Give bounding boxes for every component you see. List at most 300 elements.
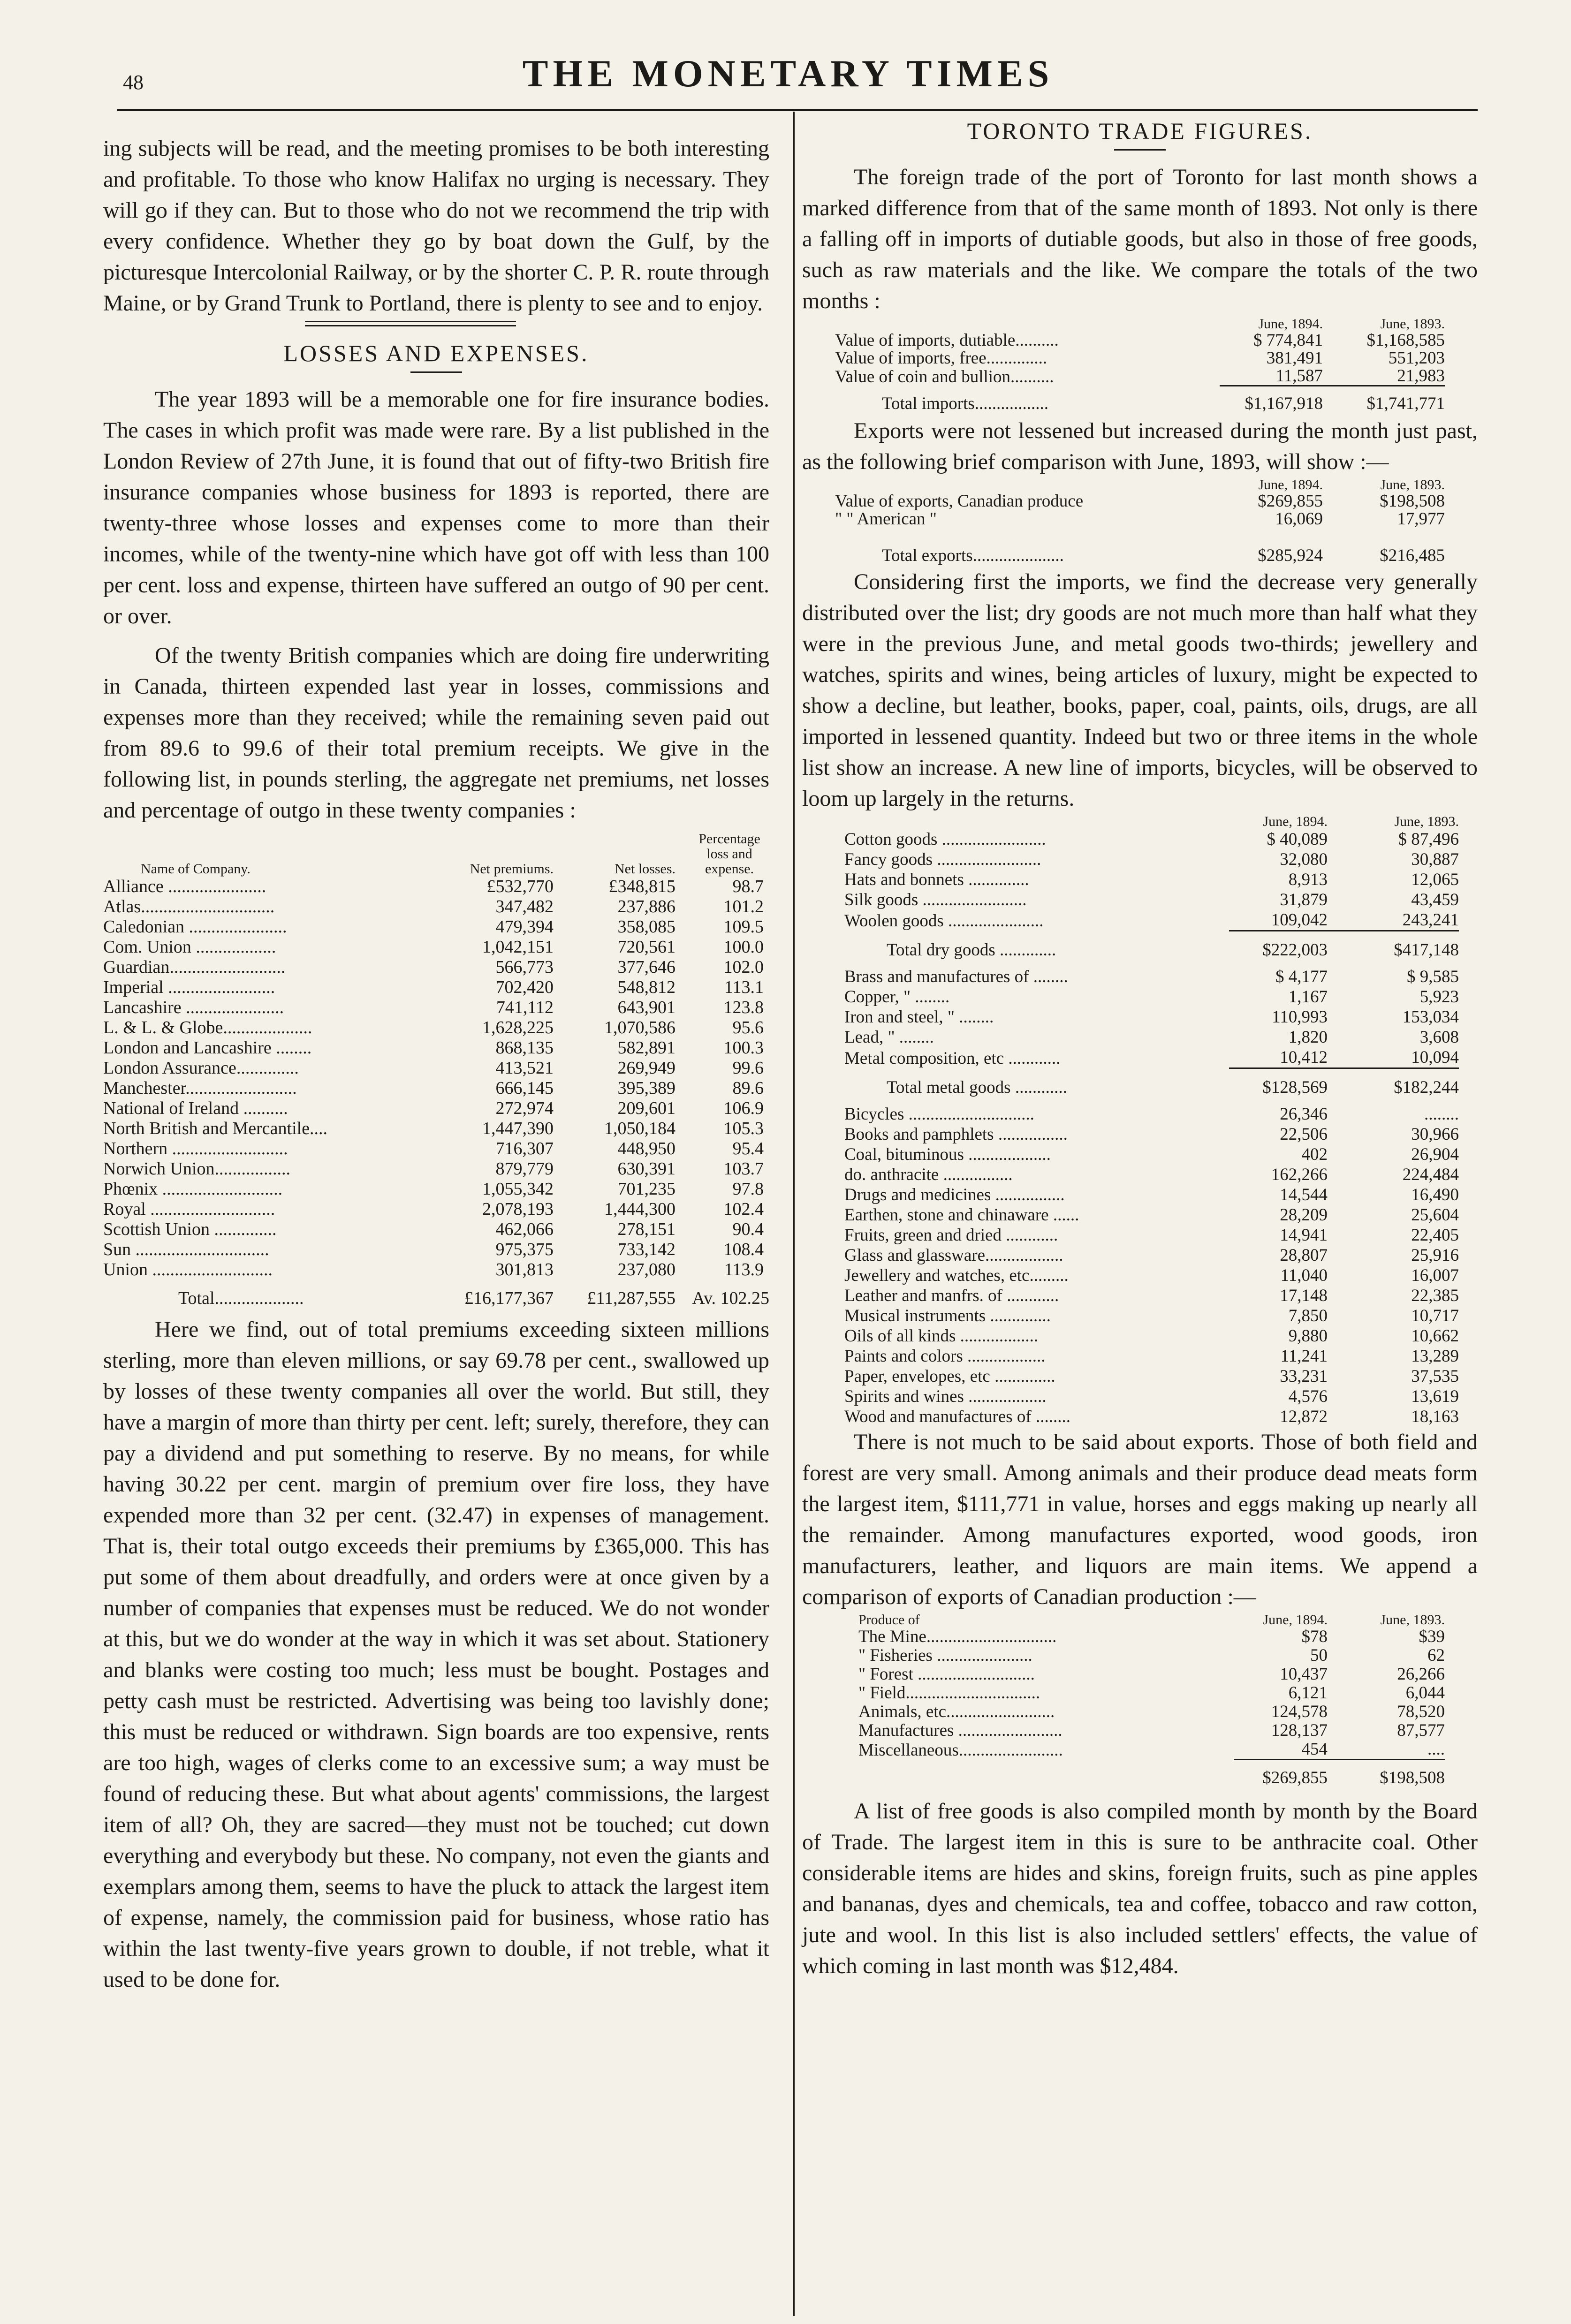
company-row [103, 1219, 769, 1240]
company-row [103, 1159, 769, 1179]
company-row-pct: 95.4 [732, 1139, 764, 1158]
company-row-premiums: 666,145 [495, 1078, 554, 1098]
other-goods-row-a: 22,506 [1280, 1125, 1328, 1144]
trade-paragraph-3: Considering first the imports, we find the decrease very generally distributed over the list; dry goods are not much more than half what they were in the previous June, and metal goods two-thirds; jewellery and watches, spirits and wines, being articles of luxury, might be expected to show a decline, but leather, books, paper, coal, paints, oils, drugs, are all imported in lessened quantity. Indeed but two or three items in the whole list show an increase. A new line of imports, bicycles, will be observed to loom up largely in the returns. [802, 569, 1478, 811]
net-losses-header: Net losses. [615, 861, 675, 877]
other-goods-row-a: 33,231 [1280, 1367, 1328, 1386]
company-row-losses: 701,235 [617, 1179, 675, 1199]
produce-row [858, 1646, 1445, 1665]
other-goods-row-a: 14,544 [1280, 1185, 1328, 1204]
trade-paragraph-4: There is not much to be said about exports. Those of both field and forest are very small. Among animals and their produce dead meats form the largest item, $111,771 in value, horses and eggs making up nearly all the remainder. Among manufactures exported, wood goods, iron manufacturers, leather, and liquors are main items. We append a comparison of exports of Canadian production :— [802, 1430, 1478, 1609]
company-row-name: Alliance ...................... [103, 877, 266, 896]
other-goods-row-b: 26,904 [1411, 1145, 1459, 1164]
imports-row-b: 551,203 [1388, 348, 1445, 368]
company-row [103, 1018, 769, 1038]
company-row-pct: 98.7 [732, 877, 764, 896]
produce-row-label: Animals, etc......................... [858, 1702, 1055, 1721]
company-row [103, 1078, 769, 1098]
other-goods-row-b: 13,289 [1411, 1347, 1459, 1366]
dry-goods-row [844, 829, 1459, 849]
trade-paragraph-2: Exports were not lessened but increased during the month just past, as the following brief comparison with June, 1893, will show :— [802, 418, 1478, 474]
produce-row-b: .... [1427, 1740, 1445, 1759]
exports-table [835, 477, 1445, 565]
other-goods-row-label: Oils of all kinds .................. [844, 1326, 1039, 1346]
exports-total-1894: $285,924 [1258, 546, 1323, 565]
other-goods-row-b: ........ [1424, 1105, 1459, 1124]
company-row-pct: 89.6 [732, 1078, 764, 1098]
goods-col-1893: June, 1893. [1394, 814, 1459, 829]
company-row-losses: 395,389 [617, 1078, 675, 1098]
other-goods-row-label: Drugs and medicines ................ [844, 1185, 1065, 1204]
company-row-name: L. & L. & Globe.................... [103, 1018, 312, 1037]
company-row-premiums: £532,770 [486, 877, 554, 896]
produce-total-1894: $269,855 [1234, 1760, 1328, 1788]
company-row-name: Caledonian ...................... [103, 917, 287, 937]
metal-goods-row-label: Copper, " ........ [844, 987, 950, 1007]
other-goods-row-label: Leather and manfrs. of ............ [844, 1286, 1059, 1305]
company-row-premiums: 1,042,151 [482, 937, 554, 957]
dry-goods-row [844, 890, 1459, 910]
company-row-name: National of Ireland .......... [103, 1098, 288, 1118]
company-row-name: Lancashire ...................... [103, 998, 284, 1017]
other-goods-row-b: 25,604 [1411, 1205, 1459, 1225]
company-row-name: Scottish Union .............. [103, 1219, 277, 1239]
company-row-premiums: 716,307 [495, 1139, 554, 1158]
other-goods-row-b: 22,385 [1411, 1286, 1459, 1305]
metal-goods-row-label: Brass and manufactures of ........ [844, 967, 1068, 986]
intro-paragraph: ing subjects will be read, and the meeting promises to be both interesting and profitable. To those who know Halifax no urging is necessary. They will go if they can. But to those who do not we recommend the trip with every confidence. Whether they go by boat down the Gulf, by the picturesque Intercolonial Railway, or by the shorter C. P. R. route through Maine, or by Grand Trunk to Portland, there is plenty to see and to enjoy. [103, 136, 769, 316]
other-goods-row-a: 11,040 [1280, 1266, 1328, 1285]
company-row-name: Guardian.......................... [103, 957, 286, 977]
company-row-name: Com. Union .................. [103, 937, 276, 957]
imports-col-1893: June, 1893. [1380, 316, 1445, 332]
company-row [103, 937, 769, 957]
company-row-pct: 102.4 [723, 1199, 764, 1219]
company-row-premiums: 566,773 [495, 957, 554, 977]
exports-row-label: " " American " [835, 509, 937, 529]
produce-row-a: 124,578 [1271, 1702, 1328, 1721]
company-row-pct: 108.4 [723, 1240, 764, 1259]
other-goods-row-a: 9,880 [1288, 1326, 1328, 1346]
other-goods-row [844, 1124, 1459, 1144]
company-row-premiums: 1,628,225 [482, 1018, 554, 1037]
exports-total-label: Total exports..................... [882, 546, 1064, 565]
metal-goods-row-a: 10,412 [1280, 1048, 1328, 1067]
other-goods-row-a: 162,266 [1271, 1165, 1328, 1184]
metal-goods-row-b: 153,034 [1402, 1007, 1459, 1027]
page-number: 48 [123, 71, 144, 94]
produce-row-a: 454 [1301, 1740, 1328, 1759]
metal-goods-row-a: 1,167 [1288, 987, 1328, 1007]
heading-rule [410, 371, 462, 373]
toronto-heading-rule [1114, 149, 1166, 151]
exports-row-a: 16,069 [1275, 509, 1323, 529]
other-goods-row [844, 1407, 1459, 1427]
dry-goods-row-b: 12,065 [1411, 870, 1459, 889]
company-row-name: Union ........................... [103, 1260, 273, 1279]
company-row-premiums: 301,813 [495, 1260, 554, 1279]
company-row [103, 1260, 769, 1280]
produce-total-1893: $198,508 [1328, 1760, 1445, 1788]
imports-row-label: Value of imports, free.............. [835, 348, 1047, 368]
losses-paragraph-2: Of the twenty British companies which are doing fire underwriting in Canada, thirteen expended last year in losses, commissions and expenses more than they received; while the remaining seven paid out from 89.6 to 99.6 of their total premium receipts. We give in the following list, in pounds sterling, the aggregate net premiums, net losses and percentage of outgo in these twenty companies : [103, 643, 769, 823]
produce-row [858, 1703, 1445, 1721]
produce-row-b: 87,577 [1397, 1721, 1445, 1740]
metal-goods-row-b: $ 9,585 [1407, 967, 1459, 986]
company-row-name: Atlas.............................. [103, 897, 275, 916]
exports-total-1893: $216,485 [1380, 546, 1445, 565]
metal-goods-row-b: 10,094 [1411, 1048, 1459, 1067]
imports-total-label: Total imports................. [882, 394, 1049, 413]
other-goods-row-label: Glass and glassware.................. [844, 1246, 1063, 1265]
company-row-pct: 103.7 [723, 1159, 764, 1179]
other-goods-row-b: 224,484 [1402, 1165, 1459, 1184]
company-row-pct: 109.5 [723, 917, 764, 937]
trade-paragraph-1: The foreign trade of the port of Toronto for last month shows a marked difference from that of the same month of 1893. Not only is there a falling off in imports of dutiable goods, but also in those of free goods, such as raw materials and the like. We compare the totals of the two months : [802, 165, 1478, 313]
dry-goods-row-a: 32,080 [1280, 850, 1328, 869]
company-row-premiums: 702,420 [495, 977, 554, 997]
other-goods-row-label: Coal, bituminous ................... [844, 1145, 1051, 1164]
company-row-losses: 377,646 [617, 957, 675, 977]
company-row [103, 1139, 769, 1159]
company-row-pct: 106.9 [723, 1098, 764, 1118]
company-row-name: Manchester......................... [103, 1078, 297, 1098]
other-goods-row [844, 1098, 1459, 1124]
exports-row-b: 17,977 [1397, 509, 1445, 529]
company-row [103, 897, 769, 917]
other-goods-row-a: 4,576 [1288, 1387, 1328, 1406]
imports-col-1894: June, 1894. [1258, 316, 1323, 332]
other-goods-row-b: 30,966 [1411, 1125, 1459, 1144]
right-column [802, 113, 1478, 1982]
produce-row-label: " Field............................... [858, 1683, 1040, 1703]
company-row-pct: 99.6 [732, 1058, 764, 1078]
section-double-rule [305, 321, 516, 326]
other-goods-row-a: 26,346 [1280, 1105, 1328, 1124]
other-goods-row-a: 402 [1301, 1145, 1328, 1164]
other-goods-row [844, 1165, 1459, 1185]
produce-row [858, 1684, 1445, 1703]
produce-row-b: 6,044 [1405, 1683, 1445, 1703]
company-row-losses: 1,444,300 [604, 1199, 675, 1219]
dry-goods-row-a: 31,879 [1280, 890, 1328, 909]
other-goods-row [844, 1245, 1459, 1265]
dry-goods-row [844, 870, 1459, 890]
other-goods-row [844, 1185, 1459, 1205]
company-total-premiums: £16,177,367 [464, 1288, 554, 1308]
dry-goods-row-label: Woolen goods ...................... [844, 911, 1044, 931]
company-row-premiums: 272,974 [495, 1098, 554, 1118]
produce-row [858, 1721, 1445, 1740]
produce-row [858, 1740, 1445, 1760]
company-row-pct: 102.0 [723, 957, 764, 977]
metal-goods-row [844, 1007, 1459, 1027]
produce-row-a: 6,121 [1288, 1683, 1328, 1703]
losses-heading: LOSSES AND EXPENSES. [283, 340, 589, 366]
company-row-losses: 582,891 [617, 1038, 675, 1058]
dutiable-imports-table [844, 814, 1459, 1427]
exports-row-b: $198,508 [1380, 492, 1445, 511]
other-goods-row-a: 7,850 [1288, 1306, 1328, 1325]
company-row-pct: 123.8 [723, 998, 764, 1017]
company-row-name: North British and Mercantile.... [103, 1119, 328, 1138]
imports-table [835, 317, 1445, 413]
company-row-premiums: 479,394 [495, 917, 554, 937]
dry-goods-row-b: 43,459 [1411, 890, 1459, 909]
percentage-header: Percentage loss and expense. [698, 831, 760, 877]
trade-paragraph-5: A list of free goods is also compiled month by month by the Board of Trade. The largest item in this is sure to be anthracite coal. Other considerable items are hides and skins, foreign fruits, such as pine apples and bananas, dyes and chemicals, tea and coffee, tobacco and raw cotton, jute and wool. In this list is also included settlers' effects, the value of which coming in last month was $12,484. [802, 1799, 1478, 1978]
imports-row [835, 349, 1445, 367]
company-row-losses: 548,812 [617, 977, 675, 997]
produce-row-label: Miscellaneous........................ [858, 1740, 1063, 1760]
company-name-header: Name of Company. [141, 861, 250, 877]
produce-row-label: Manufactures ........................ [858, 1721, 1063, 1740]
other-goods-row [844, 1286, 1459, 1306]
metal-goods-row-b: 3,608 [1419, 1028, 1459, 1047]
imports-row-label: Value of coin and bullion.......... [835, 367, 1054, 386]
other-goods-row-label: Fruits, green and dried ............ [844, 1226, 1058, 1245]
other-goods-row-label: Earthen, stone and chinaware ...... [844, 1205, 1079, 1225]
company-row-pct: 113.1 [724, 977, 764, 997]
other-goods-row-label: Wood and manufactures of ........ [844, 1407, 1070, 1426]
company-row-losses: 269,949 [617, 1058, 675, 1078]
goods-col-1894: June, 1894. [1263, 814, 1328, 829]
company-row-losses: 278,151 [617, 1219, 675, 1239]
dry-goods-row [844, 849, 1459, 870]
company-row [103, 1058, 769, 1078]
imports-row-a: $ 774,841 [1253, 331, 1323, 350]
dry-goods-row-label: Hats and bonnets .............. [844, 870, 1029, 889]
company-row-premiums: 1,447,390 [482, 1119, 554, 1138]
company-row-premiums: 347,482 [495, 897, 554, 916]
other-goods-row-label: Paints and colors .................. [844, 1347, 1046, 1366]
exports-col-1893: June, 1893. [1380, 477, 1445, 492]
produce-row-b: 26,266 [1397, 1665, 1445, 1684]
metal-goods-row-label: Metal composition, etc ............ [844, 1048, 1061, 1068]
produce-row-a: 50 [1310, 1646, 1328, 1665]
company-row-name: London Assurance.............. [103, 1058, 299, 1078]
exports-row-label: Value of exports, Canadian produce [835, 492, 1084, 511]
other-goods-row-label: Jewellery and watches, etc......... [844, 1266, 1069, 1285]
other-goods-row-a: 11,241 [1280, 1347, 1328, 1366]
company-row [103, 1199, 769, 1219]
company-row [103, 957, 769, 977]
exports-col-1894: June, 1894. [1258, 477, 1323, 492]
company-total-losses: £11,287,555 [587, 1288, 675, 1308]
dry-goods-row-a: 8,913 [1288, 870, 1328, 889]
produce-row-a: $78 [1301, 1627, 1328, 1646]
company-total-label: Total.................... [178, 1288, 304, 1308]
imports-row [835, 367, 1445, 386]
dry-goods-row-b: 243,241 [1402, 910, 1459, 930]
imports-row-b: $1,168,585 [1366, 331, 1445, 350]
imports-total-1893: $1,741,771 [1323, 386, 1445, 413]
produce-row [858, 1665, 1445, 1684]
dry-goods-row-label: Fancy goods ........................ [844, 850, 1041, 869]
imports-total-1894: $1,167,918 [1220, 386, 1323, 413]
company-row [103, 1119, 769, 1139]
metal-goods-row-b: 5,923 [1419, 987, 1459, 1007]
produce-row-label: The Mine.............................. [858, 1627, 1057, 1646]
header-rule [117, 109, 1478, 111]
other-goods-row-b: 16,490 [1411, 1185, 1459, 1204]
dry-goods-row-label: Cotton goods ........................ [844, 830, 1046, 849]
exports-row [835, 492, 1445, 510]
produce-row [858, 1628, 1445, 1646]
company-row-premiums: 975,375 [495, 1240, 554, 1259]
other-goods-row [844, 1326, 1459, 1346]
produce-row-b: 62 [1427, 1646, 1445, 1665]
metal-goods-total-label: Total metal goods ............ [887, 1078, 1067, 1097]
imports-row-a: 381,491 [1266, 348, 1323, 368]
other-goods-row-b: 25,916 [1411, 1246, 1459, 1265]
company-row-losses: 720,561 [617, 937, 675, 957]
metal-goods-total-1894: $128,569 [1229, 1068, 1328, 1098]
dry-goods-row-label: Silk goods ........................ [844, 890, 1027, 909]
company-row-losses: 1,050,184 [604, 1119, 675, 1138]
other-goods-row-b: 13,619 [1411, 1387, 1459, 1406]
company-row-premiums: 868,135 [495, 1038, 554, 1058]
dry-goods-row [844, 910, 1459, 931]
company-row-pct: 100.0 [723, 937, 764, 957]
company-row-premiums: 413,521 [495, 1058, 554, 1078]
other-goods-row [844, 1366, 1459, 1386]
toronto-heading: TORONTO TRADE FIGURES. [967, 118, 1313, 144]
metal-goods-total-1893: $182,244 [1328, 1068, 1459, 1098]
produce-row-a: 10,437 [1280, 1665, 1328, 1684]
metal-goods-row [844, 1027, 1459, 1047]
produce-row-label: " Fisheries ...................... [858, 1646, 1032, 1665]
company-row-name: Royal ............................ [103, 1199, 275, 1219]
company-row-name: Norwich Union................. [103, 1159, 290, 1179]
company-row-premiums: 1,055,342 [482, 1179, 554, 1199]
other-goods-row-b: 10,662 [1411, 1326, 1459, 1346]
metal-goods-row [844, 960, 1459, 987]
company-row [103, 977, 769, 998]
company-row-premiums: 462,066 [495, 1219, 554, 1239]
produce-row-a: 128,137 [1271, 1721, 1328, 1740]
company-row-losses: 630,391 [617, 1159, 675, 1179]
company-row-losses: £348,815 [608, 877, 675, 896]
company-row [103, 877, 769, 897]
company-row-premiums: 741,112 [496, 998, 554, 1017]
other-goods-row-a: 28,807 [1280, 1246, 1328, 1265]
other-goods-row-label: do. anthracite ................ [844, 1165, 1013, 1184]
produce-row-b: 78,520 [1397, 1702, 1445, 1721]
losses-paragraph-3: Here we find, out of total premiums exceeding sixteen millions sterling, more than eleven millions, or say 69.78 per cent., swallowed up by losses of these twenty companies all over the world. But still, they have a margin of more than thirty per cent. left; surely, therefore, they can pay a dividend and put something to reserve. By no means, for while having 30.22 per cent. margin of premium over fire loss, they have expended more than 32 per cent. (32.47) in expenses of management. That is, their total outgo exceeds their premiums by £365,000. This has put some of them about dreadfully, and orders were at once given by a number of companies that expenses must be reduced. We do not wonder at this, but we do wonder at the way in which it was set about. Stationery and blanks were costing too much; less must be bought. Postages and petty cash must be restricted. Advertising was being too lavishly done; this must be reduced or withdrawn. Sign boards are too expensive, rents are too high, wages of clerks come to an excessive sum; a way must be found of reducing these. But what about agents' commissions, the largest item of all? Oh, they are sacred—they must not be touched; cut down everything and everybody but these. No company, not even the giants and exemplars among them, seems to have the pluck to attack the largest item of expense, namely, the commission paid for business, whose ratio has within the last twenty-five years grown to double, if not treble, what it used to be done for. [103, 1317, 769, 1992]
company-row [103, 1038, 769, 1058]
produce-row-label: " Forest ........................... [858, 1665, 1035, 1684]
net-premiums-header: Net premiums. [470, 861, 554, 877]
produce-table [858, 1612, 1445, 1787]
other-goods-row-b: 16,007 [1411, 1266, 1459, 1285]
other-goods-row [844, 1144, 1459, 1165]
other-goods-row-a: 28,209 [1280, 1205, 1328, 1225]
metal-goods-row-label: Lead, " ........ [844, 1028, 934, 1047]
company-row-pct: 95.6 [732, 1018, 764, 1037]
company-row-name: Northern .......................... [103, 1139, 288, 1158]
produce-col-1894: June, 1894. [1263, 1612, 1328, 1628]
imports-row [835, 332, 1445, 349]
company-row-name: Imperial ........................ [103, 977, 275, 997]
other-goods-row-label: Books and pamphlets ................ [844, 1125, 1068, 1144]
company-row-losses: 209,601 [617, 1098, 675, 1118]
company-row-name: London and Lancashire ........ [103, 1038, 312, 1058]
company-row-losses: 358,085 [617, 917, 675, 937]
other-goods-row-label: Paper, envelopes, etc .............. [844, 1367, 1055, 1386]
dry-goods-row-a: 109,042 [1271, 910, 1328, 930]
company-row-pct: 105.3 [723, 1119, 764, 1138]
dry-goods-total-1893: $417,148 [1328, 931, 1459, 961]
other-goods-row-a: 17,148 [1280, 1286, 1328, 1305]
metal-goods-row-label: Iron and steel, " ........ [844, 1007, 994, 1027]
masthead-title: THE MONETARY TIMES [522, 52, 1054, 95]
dry-goods-row-b: $ 87,496 [1398, 830, 1459, 849]
company-row [103, 998, 769, 1018]
company-row-name: Phœnix ........................... [103, 1179, 283, 1199]
company-row-pct: 113.9 [724, 1260, 764, 1279]
metal-goods-row [844, 1047, 1459, 1068]
metal-goods-row-a: 110,993 [1272, 1007, 1328, 1027]
exports-row-a: $269,855 [1258, 492, 1323, 511]
metal-goods-row-a: $ 4,177 [1275, 967, 1328, 986]
other-goods-row-a: 12,872 [1280, 1407, 1328, 1426]
company-row [103, 1240, 769, 1260]
other-goods-row-b: 18,163 [1411, 1407, 1459, 1426]
losses-paragraph-1: The year 1893 will be a memorable one for fire insurance bodies. The cases in which profit was made were rare. By a list published in the London Review of 27th June, it is found that out of fifty-two British fire insurance companies whose business for 1893 is reported, there are twenty-three whose losses and expenses come to more than their incomes, while of the twenty-nine which have got off with less than 100 per cent. loss and expense, thirteen have suffered an outgo of 90 per cent. or over. [103, 387, 769, 628]
produce-header: Produce of [858, 1612, 920, 1628]
imports-row-label: Value of imports, dutiable.......... [835, 331, 1059, 350]
imports-row-a: 11,587 [1275, 366, 1323, 386]
company-row-pct: 100.3 [723, 1038, 764, 1058]
company-row-losses: 643,901 [617, 998, 675, 1017]
company-row-name: Sun .............................. [103, 1240, 269, 1259]
other-goods-row [844, 1386, 1459, 1407]
other-goods-row [844, 1225, 1459, 1245]
dry-goods-row-b: 30,887 [1411, 850, 1459, 869]
company-row-pct: 97.8 [732, 1179, 764, 1199]
company-row-losses: 733,142 [617, 1240, 675, 1259]
company-row-losses: 448,950 [617, 1139, 675, 1158]
other-goods-row-label: Bicycles ............................. [844, 1105, 1034, 1124]
imports-row-b: 21,983 [1397, 366, 1445, 386]
column-divider [793, 112, 795, 2316]
dry-goods-total-1894: $222,003 [1229, 931, 1328, 961]
company-row-losses: 237,886 [617, 897, 675, 916]
other-goods-row-b: 22,405 [1411, 1226, 1459, 1245]
exports-row [835, 510, 1445, 528]
company-row-pct: 90.4 [732, 1219, 764, 1239]
other-goods-row [844, 1205, 1459, 1225]
company-row-losses: 1,070,586 [604, 1018, 675, 1037]
company-row [103, 917, 769, 937]
company-row-premiums: 2,078,193 [482, 1199, 554, 1219]
company-row [103, 1098, 769, 1119]
dry-goods-total-label: Total dry goods ............. [887, 940, 1056, 960]
dry-goods-row-a: $ 40,089 [1267, 830, 1328, 849]
company-table [103, 832, 769, 1309]
other-goods-row [844, 1306, 1459, 1326]
other-goods-row-label: Musical instruments .............. [844, 1306, 1051, 1325]
other-goods-row [844, 1265, 1459, 1286]
other-goods-row-label: Spirits and wines .................. [844, 1387, 1047, 1406]
company-row-pct: 101.2 [723, 897, 764, 916]
other-goods-row-b: 10,717 [1411, 1306, 1459, 1325]
company-total-average: Av. 102.25 [692, 1288, 769, 1308]
produce-col-1893: June, 1893. [1380, 1612, 1445, 1628]
company-row [103, 1179, 769, 1199]
metal-goods-row [844, 987, 1459, 1007]
